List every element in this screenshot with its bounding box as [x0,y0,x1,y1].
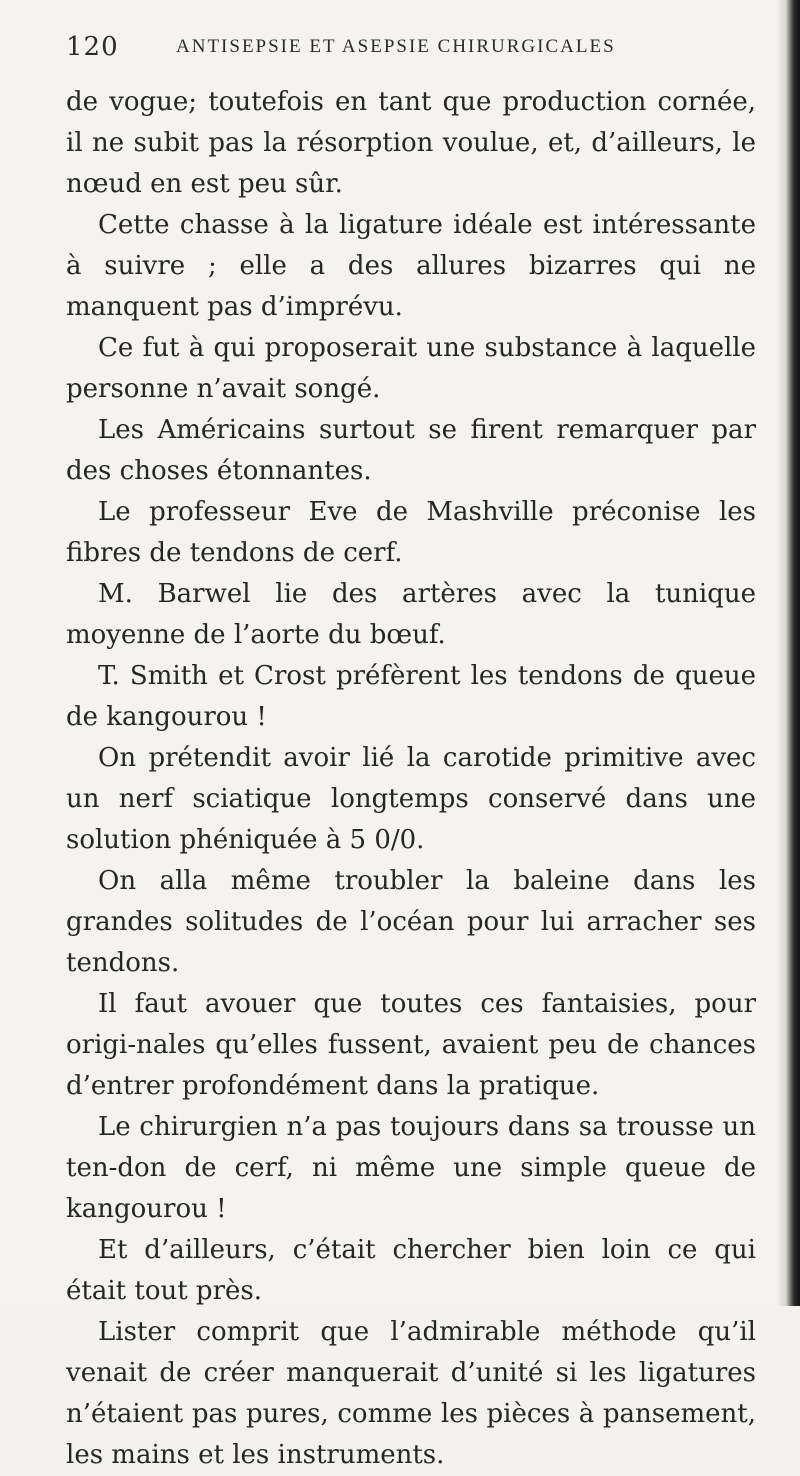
body-text [66,82,756,1476]
paragraph: On prétendit avoir lié la carotide primitive avec un nerf sciatique longtemps conservé dans une solution phéniquée à 5 0/0. [66,743,756,855]
paragraph: Et d’ailleurs, c’était chercher bien loin ce qui était tout près. [66,1235,756,1306]
running-head: ANTISEPSIE ET ASEPSIE CHIRURGICALES [176,36,616,57]
paragraph: Cette chasse à la ligature idéale est intéressante à suivre ; elle a des allures bizarres qui ne manquent pas d’imprévu. [66,210,756,322]
page-header [66,32,766,66]
paragraph: Les Américains surtout se firent remarquer par des choses étonnantes. [66,415,756,486]
page-number: 120 [66,32,119,62]
paragraph: Le professeur Eve de Mashville préconise les fibres de tendons de cerf. [66,497,756,568]
page-edge-shadow [776,0,800,1306]
paragraph: M. Barwel lie des artères avec la tunique moyenne de l’aorte du bœuf. [66,579,756,650]
paragraph: On alla même troubler la baleine dans les grandes solitudes de l’océan pour lui arracher ses tendons. [66,866,756,978]
paragraph: Il faut avouer que toutes ces fantaisies, pour origi-nales qu’elles fussent, avaient peu de chances d’entrer profondément dans la pratique. [66,989,756,1101]
paragraph: Lister comprit que l’admirable méthode qu’il venait de créer manquerait d’unité si les ligatures n’étaient pas pures, comme les pièces à pansement, les mains et les instruments. [66,1317,756,1470]
paragraph: de vogue; toutefois en tant que production cornée, il ne subit pas la résorption voulue, et, d’ailleurs, le nœud en est peu sûr. [66,87,756,199]
paragraph: Le chirurgien n’a pas toujours dans sa trousse un ten-don de cerf, ni même une simple queue de kangourou ! [66,1112,756,1224]
paragraph: T. Smith et Crost préfèrent les tendons de queue de kangourou ! [66,661,756,732]
paragraph: Ce fut à qui proposerait une substance à laquelle personne n’avait songé. [66,333,756,404]
